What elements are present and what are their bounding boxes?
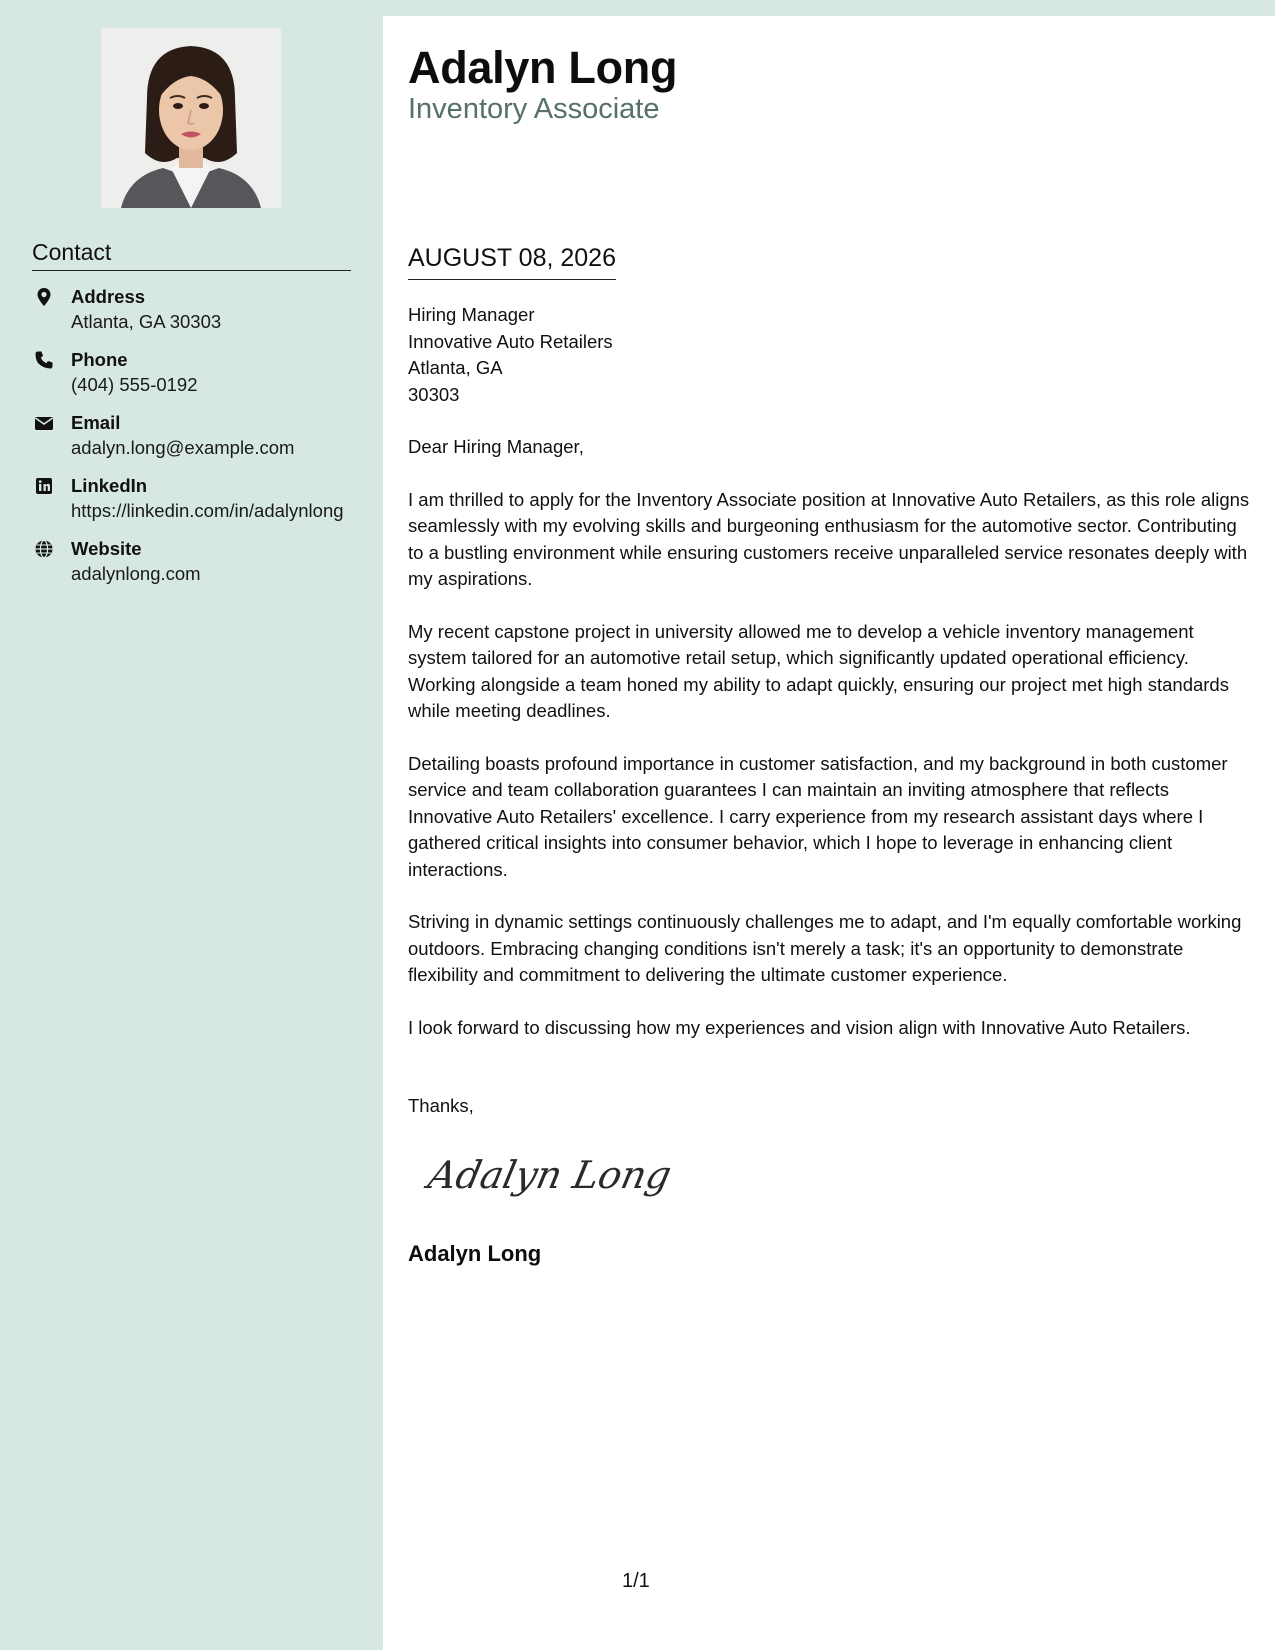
letter-content bbox=[408, 302, 1253, 1067]
contact-value[interactable]: adalyn.long@example.com bbox=[71, 437, 295, 458]
contact-value: (404) 555-0192 bbox=[71, 374, 198, 395]
contact-website bbox=[32, 537, 362, 586]
contact-value: Atlanta, GA 30303 bbox=[71, 311, 222, 332]
contact-linkedin bbox=[32, 474, 362, 523]
signer-name: Adalyn Long bbox=[408, 1241, 542, 1266]
globe-icon bbox=[34, 539, 54, 559]
applicant-name: Adalyn Long bbox=[408, 42, 678, 93]
recipient-line: Hiring Manager bbox=[408, 304, 535, 325]
contact-phone bbox=[32, 348, 362, 397]
letter-paragraph: I am thrilled to apply for the Inventory Associate position at Innovative Auto Retailers, as this role aligns seamlessly with my evolving skills and burgeoning enthusiasm for the automotive sector. Contributing to a bustling environment while ensuring customers receive unparalleled service resonates deeply with my aspirations. bbox=[408, 488, 1250, 589]
recipient-block bbox=[408, 302, 1253, 408]
contact-value[interactable]: adalynlong.com bbox=[71, 563, 201, 584]
map-pin-icon bbox=[34, 287, 54, 307]
letter-paragraph: I look forward to discussing how my experiences and vision align with Innovative Auto Retailers. bbox=[408, 1016, 1191, 1038]
applicant-role: Inventory Associate bbox=[408, 93, 660, 125]
closing: Thanks, bbox=[408, 1095, 474, 1116]
letter-date: AUGUST 08, 2026 bbox=[408, 244, 616, 280]
contact-address bbox=[32, 285, 362, 334]
page-number: 1/1 bbox=[622, 1570, 650, 1592]
salutation: Dear Hiring Manager, bbox=[408, 436, 584, 457]
letter-paragraph: Striving in dynamic settings continuously challenges me to adapt, and I'm equally comfortable working outdoors. Embracing changing conditions isn't merely a task; it's an opportunity to demonstrate flexibility and commitment to delivering the ultimate customer experience. bbox=[408, 911, 1242, 985]
contact-list bbox=[32, 285, 362, 600]
contact-value[interactable]: https://linkedin.com/in/adalynlong bbox=[71, 500, 344, 521]
profile-photo bbox=[101, 28, 281, 208]
recipient-line: 30303 bbox=[408, 383, 460, 405]
signature bbox=[424, 1143, 676, 1213]
recipient-line: Atlanta, GA bbox=[408, 357, 503, 378]
contact-email bbox=[32, 411, 362, 460]
phone-icon bbox=[34, 350, 54, 370]
signature-text: Adalyn Long bbox=[424, 1153, 676, 1198]
linkedin-icon bbox=[34, 476, 54, 496]
contact-label: Website bbox=[71, 538, 142, 559]
sidebar bbox=[0, 0, 383, 1650]
recipient-line: Innovative Auto Retailers bbox=[408, 330, 613, 352]
contact-label: LinkedIn bbox=[71, 475, 148, 496]
contact-label: Email bbox=[71, 412, 121, 433]
contact-label: Address bbox=[71, 286, 146, 307]
letter-paragraph: My recent capstone project in university allowed me to develop a vehicle inventory management system tailored for an automotive retail setup, which significantly updated operational efficiency. Working alongside a team honed my ability to adapt quickly, ensuring our project met high standards while meeting deadlines. bbox=[408, 620, 1229, 721]
letter-paragraph: Detailing boasts profound importance in customer satisfaction, and my background in both customer service and team collaboration guarantees I can maintain an inviting atmosphere that reflects Innovative Auto Retailers' excellence. I carry experience from my research assistant days where I gathered critical insights into consumer behavior, which I hope to leverage in enhancing client interactions. bbox=[408, 752, 1228, 880]
envelope-icon bbox=[34, 413, 54, 433]
contact-label: Phone bbox=[71, 349, 128, 370]
contact-heading: Contact bbox=[32, 239, 351, 271]
